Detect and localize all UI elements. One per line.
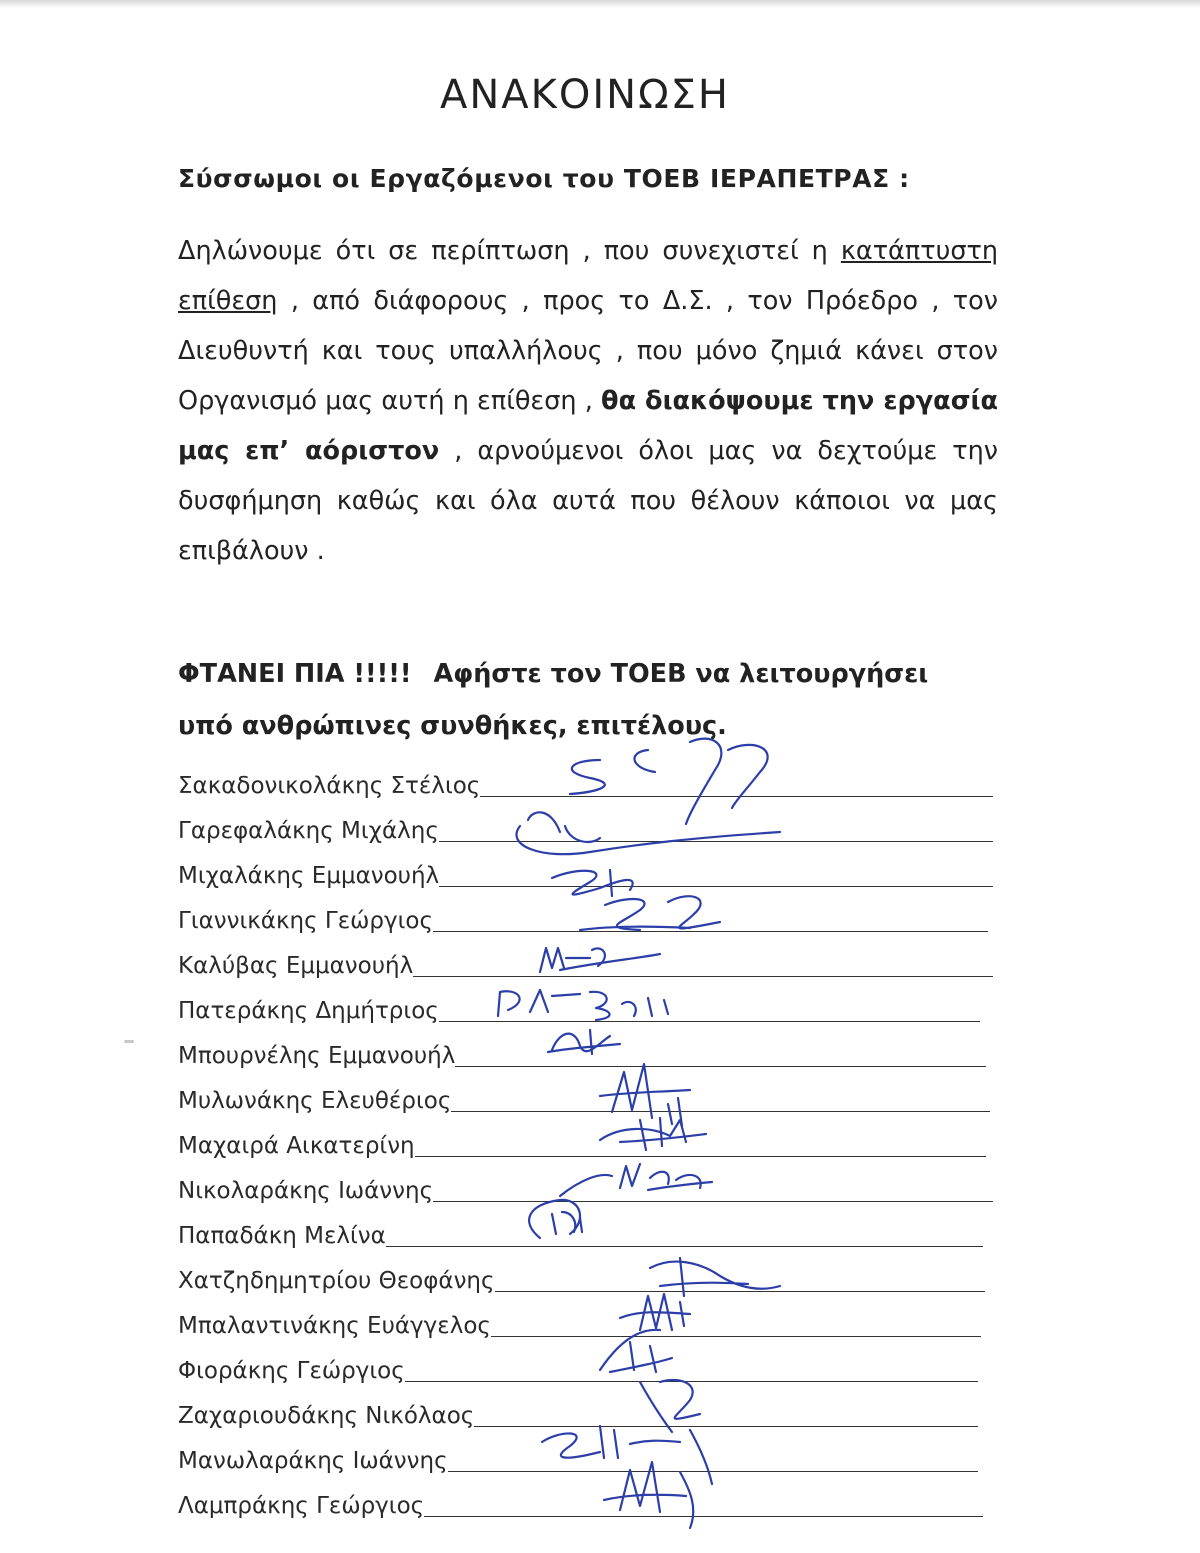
signatory-row	[178, 1120, 986, 1160]
signatory-row	[178, 850, 993, 890]
closing-demand: Αφήστε τον ΤΟΕΒ να λειτουργήσει	[433, 659, 929, 689]
signatory-row	[178, 1345, 978, 1385]
signatory-row	[178, 1390, 978, 1430]
signatory-row	[178, 1030, 986, 1070]
signature-line	[415, 1155, 986, 1157]
signatory-name: Μανωλαράκης Ιωάννης	[178, 1448, 448, 1474]
signature-line	[451, 1110, 990, 1112]
body-text-part2: , από διάφορους , προς το Δ.Σ. , τον Πρόεδρο , τον Διευθυντή και τους υπαλλήλους , που μόνο ζημιά κάνει στον Οργανισμό μας αυτή η επίθεση ,	[178, 286, 998, 416]
signature-line	[386, 1245, 983, 1247]
signatory-name: Μπουρνέλης Εμμανουήλ	[178, 1043, 456, 1069]
signature-line	[474, 1425, 978, 1427]
signature-line	[433, 930, 988, 932]
signatory-row	[178, 1255, 985, 1295]
body-bold-text: θα διακόψουμε την εργασία μας επ’ αόριστον	[178, 386, 999, 466]
signatory-name: Μιχαλάκης Εμμανουήλ	[178, 863, 440, 889]
body-text-part1: Δηλώνουμε ότι σε περίπτωση , που συνεχιστεί η	[178, 236, 841, 266]
body-underlined-text: κατάπτυστη επίθεση	[178, 236, 998, 316]
signatory-name: Ζαχαριουδάκης Νικόλαος	[178, 1403, 475, 1429]
signatory-name: Φιοράκης Γεώργιος	[178, 1358, 405, 1384]
signature-line	[480, 795, 993, 797]
signature-line	[413, 975, 993, 977]
signature-line	[439, 885, 993, 887]
signatory-row	[178, 805, 993, 845]
closing-exclaim: ΦΤΑΝΕΙ ΠΙΑ !!!!!	[178, 659, 412, 689]
signatory-name: Λαμπράκης Γεώργιος	[178, 1493, 425, 1519]
signature-line	[405, 1380, 978, 1382]
signatory-name: Γιαννικάκης Γεώργιος	[178, 908, 433, 934]
signatory-row	[178, 1300, 981, 1340]
signature-line	[439, 1020, 980, 1022]
signatory-name: Παπαδάκη Μελίνα	[178, 1223, 386, 1249]
signatory-row	[178, 1165, 993, 1205]
signatory-name: Καλύβας Εμμανουήλ	[178, 953, 414, 979]
signatory-row	[178, 1210, 983, 1250]
signatory-row	[178, 1075, 990, 1115]
body-text-part3: , αρνούμενοι όλοι μας να δεχτούμε την δυσφήμηση καθώς και όλα αυτά που θέλουν κάποιοι να μας επιβάλουν .	[178, 436, 998, 566]
notice-subtitle: Σύσσωμοι οι Εργαζόμενοι του ΤΟΕΒ ΙΕΡΑΠΕΤΡΑΣ :	[178, 164, 910, 193]
signatory-name: Μπαλαντινάκης Ευάγγελος	[178, 1313, 491, 1339]
signatory-row	[178, 940, 993, 980]
signatory-name: Σακαδονικολάκης Στέλιος	[178, 773, 481, 799]
signature-line	[495, 1290, 986, 1292]
signature-line	[433, 1200, 993, 1202]
signature-line	[455, 1065, 986, 1067]
signatory-row	[178, 985, 980, 1025]
signature-line	[448, 1470, 978, 1472]
signatory-name: Γαρεφαλάκης Μιχάλης	[178, 818, 439, 844]
signatory-name: Μυλωνάκης Ελευθέριος	[178, 1088, 452, 1114]
signature-line	[424, 1515, 983, 1517]
signatory-row	[178, 1435, 978, 1475]
signature-line	[439, 840, 993, 842]
signatory-name: Μαχαιρά Αικατερίνη	[178, 1133, 415, 1159]
signature-line	[491, 1335, 981, 1337]
signatory-name: Νικολαράκης Ιωάννης	[178, 1178, 434, 1204]
signatory-row	[178, 895, 988, 935]
signatory-name: Πατεράκης Δημήτριος	[178, 998, 439, 1024]
closing-line2: υπό ανθρώπινες συνθήκες, επιτέλους.	[178, 711, 727, 741]
signatory-row	[178, 760, 993, 800]
signatory-row	[178, 1480, 983, 1520]
notice-title: ΑΝΑΚΟΙΝΩΣΗ	[440, 72, 730, 118]
signatory-name: Χατζηδημητρίου Θεοφάνης	[178, 1268, 495, 1294]
